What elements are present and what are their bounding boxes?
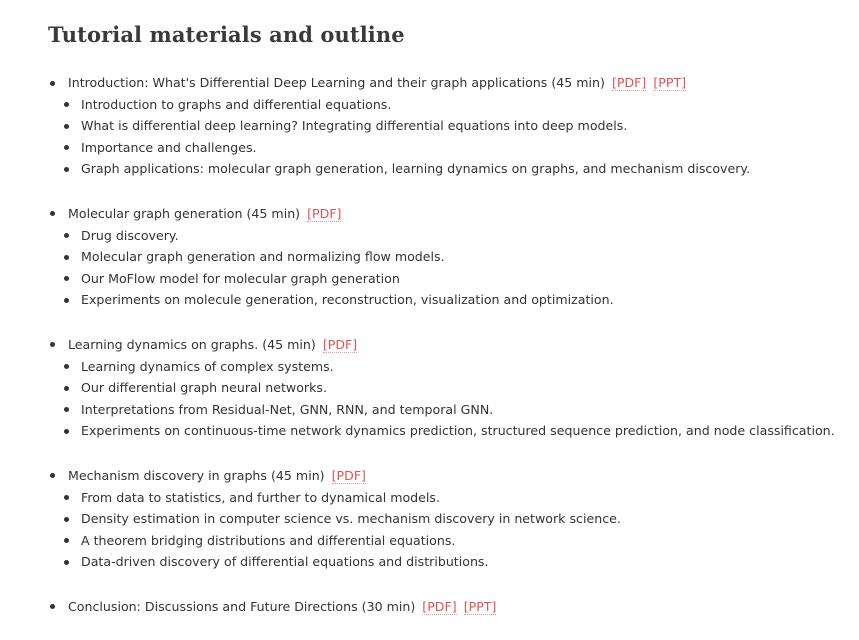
subtopic-list <box>48 225 859 311</box>
section-heading-line <box>48 72 859 94</box>
list-item: Experiments on molecule generation, reconstruction, visualization and optimization. <box>48 289 859 311</box>
list-item: Graph applications: molecular graph generation, learning dynamics on graphs, and mechanism discovery. <box>48 158 859 180</box>
ppt-link[interactable]: [PPT] <box>653 75 687 90</box>
pdf-link[interactable]: [PDF] <box>331 467 366 483</box>
list-item: Density estimation in computer science vs. mechanism discovery in network science. <box>48 508 859 530</box>
list-item: A theorem bridging distributions and differential equations. <box>48 530 859 552</box>
page-title: Tutorial materials and outline <box>48 22 405 47</box>
outline-list <box>48 72 859 617</box>
pdf-link[interactable]: [PDF] <box>422 598 457 614</box>
list-item: What is differential deep learning? Integrating differential equations into deep models. <box>48 115 859 137</box>
outline-section-mechanism-discovery <box>48 465 859 573</box>
pdf-link[interactable]: [PDF] <box>611 75 647 90</box>
section-heading: Conclusion: Discussions and Future Directions (30 min) <box>68 598 416 614</box>
list-item: Learning dynamics of complex systems. <box>48 356 859 378</box>
list-item: Drug discovery. <box>48 225 859 247</box>
section-heading-line <box>48 465 859 487</box>
list-item: Experiments on continuous-time network dynamics prediction, structured sequence prediction, and node classification. <box>48 420 859 442</box>
list-item: Our MoFlow model for molecular graph generation <box>48 268 859 290</box>
list-item: Our differential graph neural networks. <box>48 377 859 399</box>
section-heading-line <box>48 203 859 225</box>
subtopic-list <box>48 94 859 180</box>
outline-section-introduction <box>48 72 859 180</box>
list-item: From data to statistics, and further to dynamical models. <box>48 487 859 509</box>
pdf-link[interactable]: [PDF] <box>307 205 342 221</box>
section-heading-line <box>48 334 859 356</box>
list-item: Interpretations from Residual-Net, GNN, RNN, and temporal GNN. <box>48 399 859 421</box>
list-item: Molecular graph generation and normalizing flow models. <box>48 246 859 268</box>
ppt-link[interactable]: [PPT] <box>463 598 497 614</box>
subtopic-list <box>48 487 859 573</box>
section-heading: Molecular graph generation (45 min) <box>68 205 301 221</box>
list-item: Data-driven discovery of differential equations and distributions. <box>48 551 859 573</box>
subtopic-list <box>48 356 859 442</box>
list-item: Introduction to graphs and differential equations. <box>48 94 859 116</box>
pdf-link[interactable]: [PDF] <box>322 336 358 352</box>
section-heading-line <box>48 596 859 618</box>
outline-section-learning-dynamics <box>48 334 859 442</box>
section-heading: Introduction: What's Differential Deep Learning and their graph applications (45 min) <box>68 75 605 90</box>
list-item: Importance and challenges. <box>48 137 859 159</box>
section-heading: Mechanism discovery in graphs (45 min) <box>68 467 325 483</box>
outline-section-conclusion <box>48 596 859 618</box>
outline-section-molecular-graph-generation <box>48 203 859 311</box>
section-heading: Learning dynamics on graphs. (45 min) <box>68 336 316 352</box>
